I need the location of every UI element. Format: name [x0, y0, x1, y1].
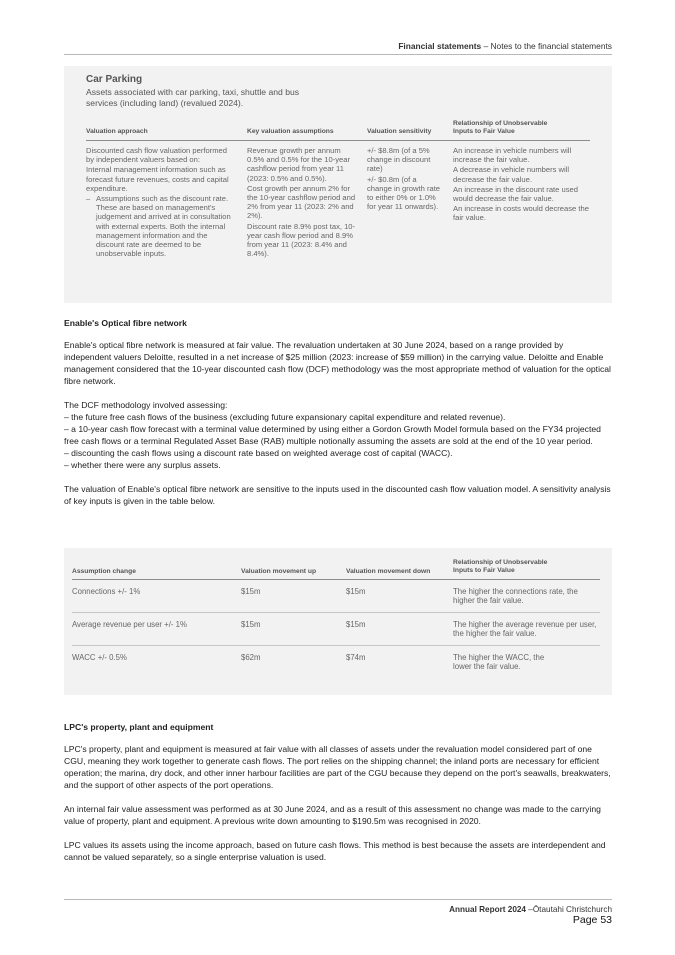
- table-cell-up: $15m: [241, 587, 261, 596]
- col-key-assumptions: Key valuation assumptions: [247, 128, 334, 135]
- col-valuation-approach: Valuation approach: [86, 128, 148, 135]
- table-row-rule: [72, 645, 600, 646]
- lpc-section: [64, 721, 612, 863]
- lpc-paragraph: LPC values its assets using the income approach, based on future cash flows. This method is best because the assets are interdependent and cannot be valued separately, so a single enterprise valuation is used.: [64, 840, 606, 862]
- car-parking-subtitle: Assets associated with car parking, taxi, shuttle and bus services (including land) (revalued 2024).: [86, 87, 300, 108]
- approach-bullet: – Assumptions such as the discount rate. These are based on management's judgement and arrived at in consultation with external experts. Both the internal management information and the discount rate are deemed to be unobservable inputs.: [86, 194, 236, 258]
- table-cell-assumption: Connections +/- 1%: [72, 587, 141, 596]
- table-cell-down: $15m: [346, 620, 366, 629]
- relationship-text: A decrease in vehicle numbers will decrease the fair value.: [453, 165, 570, 184]
- page-number: Page 53: [572, 914, 612, 926]
- table-cell-up: $15m: [241, 620, 261, 629]
- col-movement-up: Valuation movement up: [241, 568, 317, 575]
- relationship-text: An increase in costs would decrease the fair value.: [453, 204, 589, 223]
- table-cell-up: $62m: [241, 653, 261, 662]
- dcf-item: – discounting the cash flows using a discount rate based on weighted average cost of capital (WACC).: [64, 448, 453, 458]
- car-parking-panel: [64, 66, 612, 303]
- header-subsection: – Notes to the financial statements: [481, 41, 612, 51]
- header-section: Financial statements: [398, 41, 482, 51]
- running-header: [64, 41, 612, 51]
- fibre-title: Enable's Optical fibre network: [64, 318, 187, 328]
- sensitivity-table-panel: [64, 548, 612, 695]
- table-row-rule: [72, 612, 600, 613]
- fibre-paragraph: Enable's optical fibre network is measured at fair value. The revaluation undertaken at 30 June 2024, based on a range provided by independent valuers Deloitte, resulted in a net increase of $25 million (2023: increase of $59 million) in the carrying value. Deloitte and Enable management considered that the 10-year discounted cash flow (DCF) methodology was the most appropriate method of valuation for the optical fibre network.: [64, 340, 611, 386]
- table-cell-relationship: The higher the connections rate, the higher the fair value.: [453, 587, 578, 606]
- table-cell-down: $15m: [346, 587, 366, 596]
- valuation-approach-cell: [86, 146, 236, 258]
- footer-location: –Ōtautahi Christchurch: [525, 905, 612, 914]
- key-assumptions-cell: [247, 146, 359, 259]
- footer-rule: [64, 899, 612, 900]
- assumption-text: Revenue growth per annum 0.5% and 0.5% for the 10-year cashflow period from year 11 (2023: 0.5% and 0.5%).: [247, 146, 351, 183]
- relationship-text: An increase in the discount rate used would decrease the fair value.: [453, 184, 578, 204]
- table-header-rule: [72, 579, 600, 580]
- running-footer: [64, 905, 612, 914]
- lpc-paragraph: LPC's property, plant and equipment is measured at fair value with all classes of assets under the revaluation model considered part of one CGU, meaning they work together to generate cash flows. The port relies on the shipping channel; the inland ports are necessary for efficient operation; the marina, dry dock, and other inner harbour facilities are part of the CGU because they depend on the port's seawalls, breakwaters, and the support of other aspects of the port operations.: [64, 744, 611, 790]
- dcf-item: – a 10-year cash flow forecast with a terminal value determined by using either a Gordon Growth Model formula based on the FY34 projected free cash flows or a terminal Regulated Asset Base (RAB) multiple notionally assuming the assets are sold at the end of the 10 year period.: [64, 424, 601, 446]
- sensitivity-cell: [367, 146, 441, 212]
- approach-text: Assumptions such as the discount rate. These are based on management's judgement and arrived at in consultation with external experts. Both the internal management information and the discount rate are deemed to be unobservable inputs.: [96, 194, 231, 259]
- table-cell-assumption: WACC +/- 0.5%: [72, 653, 127, 662]
- header-rule: [64, 54, 612, 55]
- col-relationship: Relationship of Unobservable Inputs to Fair Value: [453, 120, 548, 135]
- col-valuation-sensitivity: Valuation sensitivity: [367, 128, 432, 135]
- approach-text: Internal management information such as forecast future revenues, costs and capital expenditure.: [86, 165, 229, 193]
- relationship-cell: [453, 146, 593, 224]
- assumption-text: Discount rate 8.9% post tax, 10-year cash flow period and 8.9% from year 11 (2023: 8.4% and 8.4%).: [247, 221, 356, 259]
- sensitivity-text: +/- $8.8m (of a 5% change in discount rate): [367, 146, 431, 174]
- fibre-section: [64, 317, 612, 507]
- table-cell-down: $74m: [346, 653, 366, 662]
- car-parking-header-rule: [86, 140, 590, 141]
- table-cell-relationship: The higher the average revenue per user, the higher the fair value.: [453, 620, 597, 639]
- dcf-item: – the future free cash flows of the business (excluding future expansionary capital expenditure and related revenue).: [64, 412, 506, 422]
- relationship-text: An increase in vehicle numbers will increase the fair value.: [453, 146, 572, 165]
- col-relationship: Relationship of Unobservable Inputs to Fair Value: [453, 559, 548, 574]
- lpc-title: LPC's property, plant and equipment: [64, 722, 214, 732]
- lpc-paragraph: An internal fair value assessment was performed as at 30 June 2024, and as a result of this assessment no change was made to the carrying value of property, plant and equipment. A previous write down amounting to $190.5m was recognised in 2020.: [64, 804, 601, 826]
- car-parking-title: Car Parking: [86, 74, 143, 85]
- table-cell-relationship: The higher the WACC, the lower the fair value.: [453, 653, 545, 672]
- table-cell-assumption: Average revenue per user +/- 1%: [72, 620, 187, 629]
- footer-report-title: Annual Report 2024: [449, 905, 526, 914]
- sensitivity-text: +/- $0.8m (of a change in growth rate to either 0% or 1.0% for year 11 onwards).: [367, 174, 441, 212]
- fibre-sensitivity-paragraph: The valuation of Enable's optical fibre network are sensitive to the inputs used in the discounted cash flow valuation model. A sensitivity analysis of key inputs is given in the table below.: [64, 484, 611, 506]
- dcf-intro: The DCF methodology involved assessing:: [64, 400, 228, 410]
- approach-text: Discounted cash flow valuation performed by independent valuers based on:: [86, 146, 227, 165]
- col-movement-down: Valuation movement down: [346, 568, 431, 575]
- col-assumption-change: Assumption change: [72, 568, 136, 575]
- assumption-text: Cost growth per annum 2% for the 10-year cashflow period and 2% from year 11 (2023: 2% and 2%).: [247, 183, 356, 221]
- dcf-item: – whether there were any surplus assets.: [64, 460, 221, 470]
